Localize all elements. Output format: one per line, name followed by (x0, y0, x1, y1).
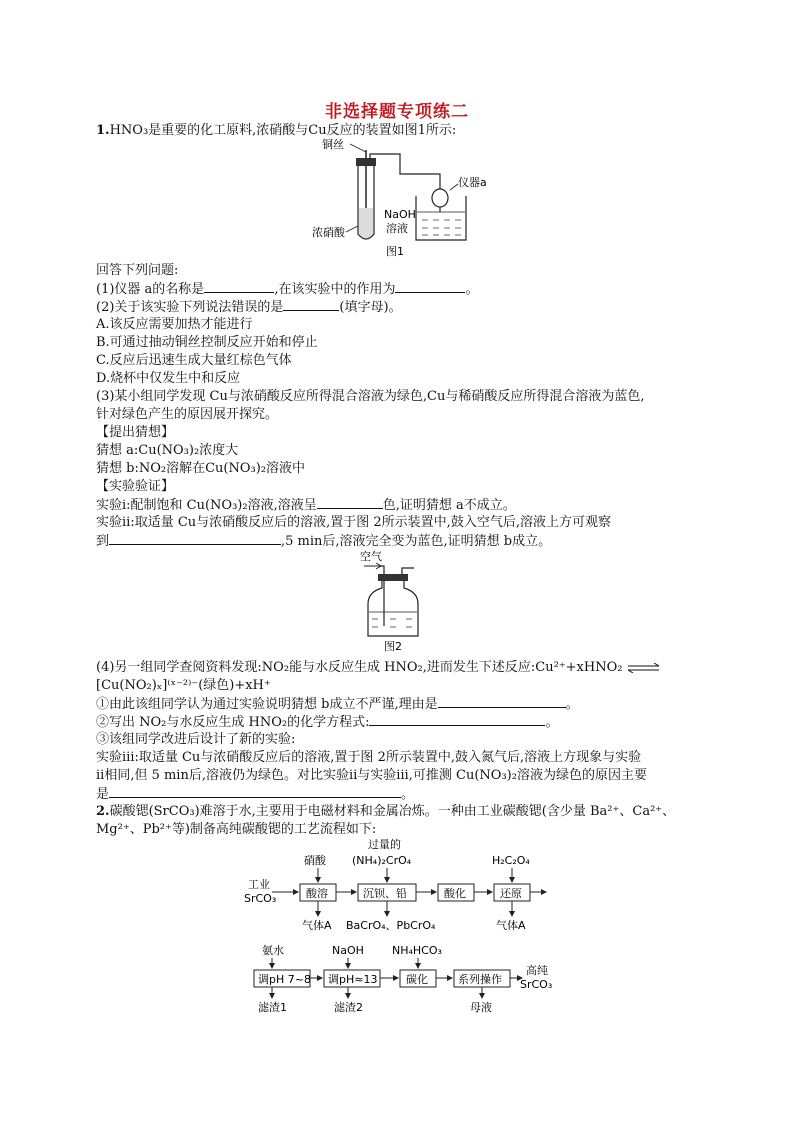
acid-label-line (346, 226, 358, 232)
answer-blank-3[interactable] (283, 298, 339, 311)
nitric-acid-label: 硝酸 (304, 854, 326, 867)
answer-blank-4[interactable] (317, 496, 383, 509)
heading-guess: 【提出猜想】 (96, 425, 175, 440)
answer-blank-6[interactable] (438, 695, 566, 708)
answer-blank-5[interactable] (109, 532, 281, 545)
q1-part1 (96, 280, 478, 298)
answer-intro: 回答下列问题: (96, 263, 179, 278)
conc-acid-label: 浓硝酸 (312, 226, 345, 239)
drying-tube-bulb (432, 189, 448, 207)
box-series-ops-label: 系列操作 (458, 973, 502, 986)
residue-2-label: 滤渣2 (334, 1001, 363, 1014)
air-label: 空气 (360, 550, 382, 563)
experiment-3-line-1: 实验ⅲ:取适量 Cu与浓硝酸反应后的溶液,置于图 2所示装置中,鼓入氮气后,溶液上方现象与实验 (96, 750, 642, 765)
part2-text-b: (填字母)。 (339, 300, 402, 315)
option-a: A.该反应需要加热才能进行 (96, 317, 253, 332)
experiment-2-line-2 (96, 532, 551, 550)
part3-line-2: 针对绿色产生的原因展开探究。 (96, 407, 279, 422)
experiment-3-line-3 (96, 785, 414, 803)
part1-text-c: 。 (465, 282, 479, 297)
q1-part2 (96, 298, 402, 316)
figure-2 (350, 550, 440, 654)
experiment-1 (96, 496, 516, 514)
part4-text-a: (4)另一组同学查阅资料发现:NO₂能与水反应生成 HNO₂,进而发生下述反应:Cu²⁺+xHNO₂ (96, 660, 623, 675)
part1-text-b: ,在该实验中的作用为 (274, 282, 396, 297)
process-flow-diagram (240, 836, 560, 1016)
answer-blank-1[interactable] (204, 280, 274, 293)
q1-number: 1. (96, 123, 110, 138)
exp2-text-c: ,5 min后,溶液完全变为蓝色,证明猜想 b成立。 (281, 534, 552, 549)
part3-line-1: (3)某小组同学发现 Cu与浓硝酸反应所得混合溶液为绿色,Cu与稀硝酸反应所得混合溶液为蓝色, (96, 389, 645, 404)
part4-subq-1 (96, 695, 579, 713)
answer-blank-2[interactable] (395, 280, 465, 293)
precipitate-label: BaCrO₄、PbCrO₄ (346, 919, 436, 932)
box-precipitate-label: 沉钡、铅 (363, 887, 407, 900)
box-acid-dissolve-label: 酸溶 (306, 887, 328, 900)
option-d: D.烧杯中仅发生中和反应 (96, 371, 241, 386)
figure-1-caption: 图1 (386, 245, 404, 258)
part4-line-1 (96, 659, 661, 676)
box-reduce-label: 还原 (500, 887, 522, 900)
box-acidify-label: 酸化 (444, 887, 466, 900)
stopper (356, 158, 376, 166)
heading-verify: 【实验验证】 (96, 479, 175, 494)
apparatus-a-label: 仪器a (458, 176, 487, 189)
acid-liquid (359, 208, 373, 238)
q1-intro-line (96, 122, 456, 139)
gas-a-label-1: 气体A (302, 919, 332, 932)
copper-label-line (350, 144, 366, 152)
p4c-end: 。 (565, 697, 579, 712)
experiment-2-line-1: 实验ⅱ:取适量 Cu与浓硝酸反应后的溶液,置于图 2所示装置中,鼓入空气后,溶液上方可观察 (96, 515, 611, 530)
end-label-2: SrCO₃ (520, 978, 553, 991)
start-label-2: SrCO₃ (244, 892, 277, 905)
naoh-reagent-label: NaOH (332, 944, 364, 957)
nh4hco3-label: NH₄HCO₃ (392, 944, 442, 957)
part4-subq-3: ③该组同学改进后设计了新的实验: (96, 732, 296, 747)
delivery-tube (370, 154, 440, 190)
gas-bottle (368, 581, 418, 636)
start-label-1: 工业 (248, 878, 270, 891)
p4c-text: ①由此该组同学认为通过实验说明猜想 b成立不严谨,理由是 (96, 697, 438, 712)
apparatus-label-line (450, 184, 458, 190)
part2-text-a: (2)关于该实验下列说法错误的是 (96, 300, 284, 315)
option-b: B.可通过抽动铜丝控制反应开始和停止 (96, 335, 318, 350)
experiment-3-line-2: ⅱ相同,但 5 min后,溶液仍为绿色。对比实验ⅱ与实验ⅲ,可推测 Cu(NO₃)₂溶液为绿色的原因主要 (96, 768, 647, 783)
q1-intro: HNO₃是重要的化工原料,浓硝酸与Cu反应的装置如图1所示: (109, 123, 457, 138)
answer-blank-8[interactable] (109, 785, 401, 798)
bottle-stopper (378, 574, 408, 581)
box-adjust-ph-7-8-label: 调pH 7~8 (258, 973, 311, 986)
q2-line-2: Mg²⁺、Pb²⁺等)制备高纯碳酸锶的工艺流程如下: (96, 822, 377, 837)
guess-b: 猜想 b:NO₂溶解在Cu(NO₃)₂溶液中 (96, 461, 305, 476)
answer-blank-7[interactable] (369, 713, 545, 726)
exp2-text-b: 到 (96, 534, 110, 549)
gas-a-label-2: 气体A (496, 919, 526, 932)
chromate-label: (NH₄)₂CrO₄ (352, 854, 412, 867)
exp1-text-b: 色,证明猜想 a不成立。 (382, 498, 516, 513)
figure-2-caption: 图2 (384, 640, 402, 653)
q2-number: 2. (96, 804, 110, 819)
box-adjust-ph-13-label: 调pH≈13 (328, 973, 378, 986)
part1-text-a: (1)仪器 a的名称是 (96, 282, 205, 297)
q2-line-1 (96, 803, 675, 820)
mother-liquor-label: 母液 (470, 1001, 492, 1014)
ammonia-label: 氨水 (262, 944, 284, 957)
solution-label: 溶液 (386, 222, 408, 235)
p4d-text: ②写出 NO₂与水反应生成 HNO₂的化学方程式: (96, 715, 370, 730)
exp3c-text: 是 (96, 787, 110, 802)
figure-1 (300, 138, 510, 260)
p4d-end: 。 (545, 715, 559, 730)
q2-text-1: 碳酸锶(SrCO₃)难溶于水,主要用于电磁材料和金属冶炼。一种由工业碳酸锶(含少量 Ba²⁺、Ca²⁺、 (109, 804, 676, 819)
end-label-1: 高纯 (526, 964, 548, 977)
guess-a: 猜想 a:Cu(NO₃)₂浓度大 (96, 443, 239, 458)
naoh-label: NaOH (384, 208, 416, 221)
equilibrium-arrow (627, 663, 661, 673)
oxalic-label: H₂C₂O₄ (492, 854, 530, 867)
excess-label: 过量的 (368, 838, 401, 851)
exp1-text-a: 实验ⅰ:配制饱和 Cu(NO₃)₂溶液,溶液呈 (96, 498, 317, 513)
exp3c-end: 。 (401, 787, 415, 802)
part4-line-2: [Cu(NO₂)ₓ]⁽ˣ⁻²⁾⁻(绿色)+xH⁺ (96, 678, 271, 693)
bottle-liquid-dashes (372, 619, 412, 627)
part4-subq-2 (96, 713, 559, 731)
box-carbonize-label: 碳化 (406, 973, 428, 986)
page-title: 非选择题专项练二 (325, 102, 469, 122)
residue-1-label: 滤渣1 (258, 1001, 287, 1014)
copper-wire-label: 铜丝 (322, 138, 344, 151)
option-c: C.反应后迅速生成大量红棕色气体 (96, 353, 292, 368)
